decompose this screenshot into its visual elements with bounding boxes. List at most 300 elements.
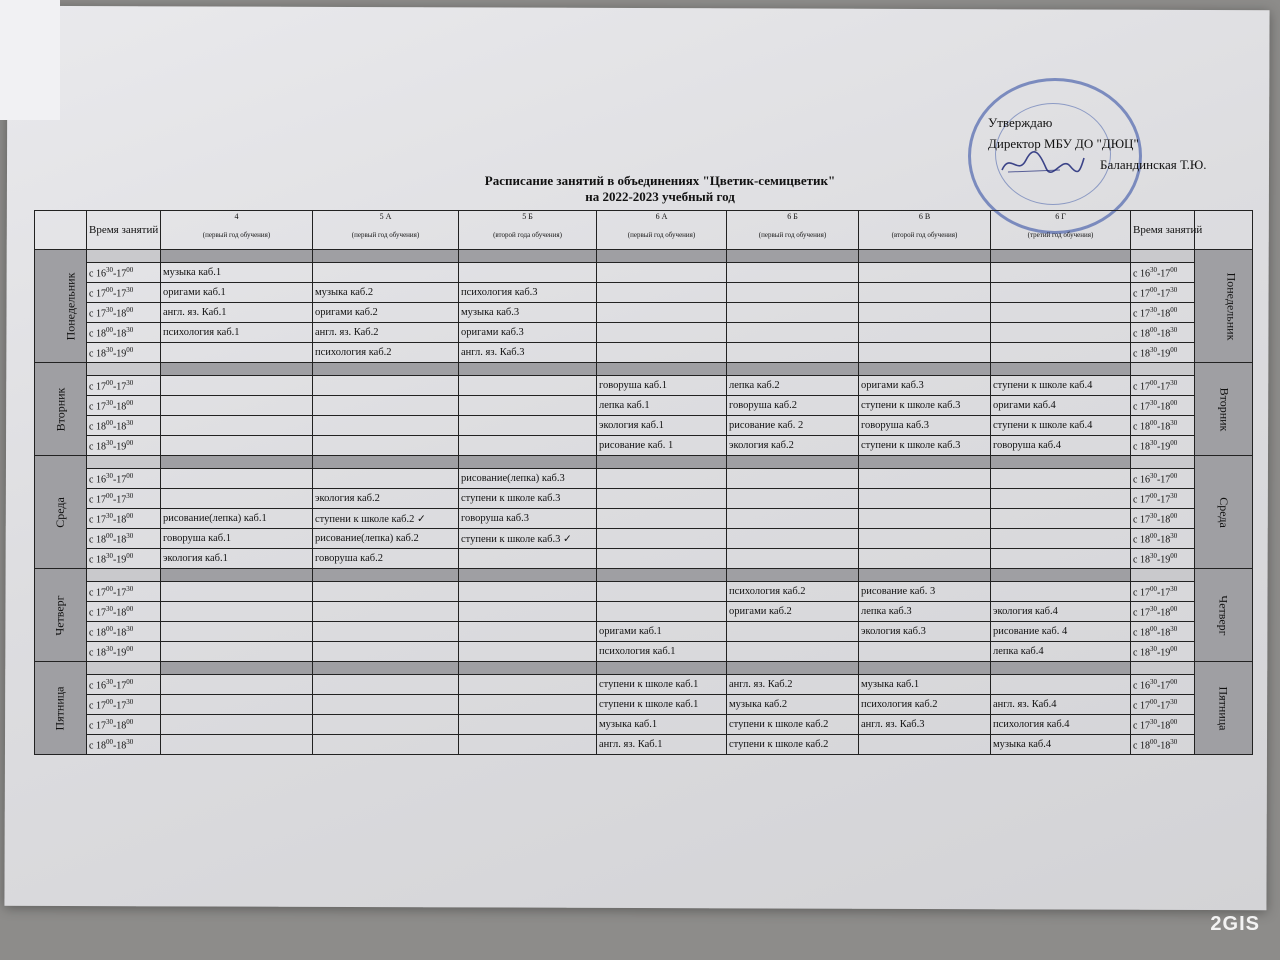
class-cell: оригами каб.1: [597, 622, 727, 642]
class-cell: [991, 283, 1131, 303]
class-cell: [991, 582, 1131, 602]
class-cell: [313, 622, 459, 642]
day-label-left: Четверг: [35, 569, 87, 662]
schedule-row: [35, 489, 1253, 509]
class-cell: [161, 695, 313, 715]
time-cell-right: с $17^{30}-18^{00}$: [1131, 509, 1195, 529]
class-cell: [161, 436, 313, 456]
class-cell: говоруша каб.3: [859, 416, 991, 436]
class-cell: оригами каб.1: [161, 283, 313, 303]
class-cell: [859, 549, 991, 569]
class-cell: говоруша каб.2: [313, 549, 459, 569]
schedule-row: [35, 715, 1253, 735]
schedule-row: [35, 582, 1253, 602]
time-cell-left: с $17^{00}-17^{30}$: [87, 489, 161, 509]
schedule-row: [35, 549, 1253, 569]
class-cell: [597, 602, 727, 622]
approval-label: Утверждаю: [988, 115, 1053, 130]
class-cell: [459, 582, 597, 602]
separator-cell: [597, 569, 727, 582]
title-line-2: на 2022-2023 учебный год: [585, 189, 735, 204]
time-cell-right: с $18^{30}-19^{00}$: [1131, 642, 1195, 662]
class-cell: [727, 529, 859, 549]
class-cell: экология каб.1: [161, 549, 313, 569]
class-cell: [459, 416, 597, 436]
class-cell: [161, 582, 313, 602]
time-cell-right: с $18^{00}-18^{30}$: [1131, 323, 1195, 343]
separator-cell: [727, 662, 859, 675]
separator-cell: [727, 569, 859, 582]
class-cell: [727, 622, 859, 642]
day-separator-row: [35, 569, 1253, 582]
group-header: 5 Б (второй года обучения): [459, 211, 597, 250]
time-cell-right: с $17^{00}-17^{30}$: [1131, 376, 1195, 396]
class-cell: музыка каб.3: [459, 303, 597, 323]
class-cell: [313, 715, 459, 735]
class-cell: оригами каб.3: [859, 376, 991, 396]
class-cell: рисование каб. 4: [991, 622, 1131, 642]
schedule-row: [35, 323, 1253, 343]
time-cell-right: с $16^{30}-17^{00}$: [1131, 675, 1195, 695]
class-cell: [597, 303, 727, 323]
separator-cell: [1131, 250, 1195, 263]
class-cell: рисование каб. 3: [859, 582, 991, 602]
time-cell-left: с $18^{30}-19^{00}$: [87, 436, 161, 456]
class-cell: [859, 469, 991, 489]
time-cell-left: с $18^{30}-19^{00}$: [87, 343, 161, 363]
separator-cell: [313, 363, 459, 376]
time-cell-left: с $17^{30}-18^{00}$: [87, 715, 161, 735]
class-cell: ступени к школе каб.4: [991, 416, 1131, 436]
time-cell-left: с $16^{30}-17^{00}$: [87, 469, 161, 489]
separator-cell: [597, 662, 727, 675]
day-label-right: Пятница: [1195, 662, 1253, 755]
class-cell: [859, 642, 991, 662]
class-cell: [313, 735, 459, 755]
class-cell: психология каб.1: [161, 323, 313, 343]
time-cell-right: с $18^{00}-18^{30}$: [1131, 529, 1195, 549]
schedule-row: [35, 675, 1253, 695]
day-label-right: Среда: [1195, 456, 1253, 569]
class-cell: [597, 283, 727, 303]
time-cell-left: с $18^{00}-18^{30}$: [87, 735, 161, 755]
separator-cell: [859, 363, 991, 376]
class-cell: музыка каб.1: [161, 263, 313, 283]
separator-cell: [859, 250, 991, 263]
separator-cell: [87, 569, 161, 582]
class-cell: психология каб.1: [597, 642, 727, 662]
class-cell: [161, 469, 313, 489]
separator-cell: [597, 250, 727, 263]
time-cell-left: с $18^{00}-18^{30}$: [87, 416, 161, 436]
time-cell-right: с $16^{30}-17^{00}$: [1131, 263, 1195, 283]
time-cell-right: с $18^{00}-18^{30}$: [1131, 622, 1195, 642]
class-cell: [859, 489, 991, 509]
document-title: [380, 173, 940, 205]
class-cell: [727, 642, 859, 662]
class-cell: [727, 303, 859, 323]
class-cell: [991, 675, 1131, 695]
class-cell: [991, 469, 1131, 489]
separator-cell: [459, 250, 597, 263]
director-title: Директор МБУ ДО "ДЮЦ": [988, 136, 1139, 151]
class-cell: [991, 509, 1131, 529]
separator-cell: [161, 662, 313, 675]
class-cell: рисование каб. 2: [727, 416, 859, 436]
time-header-right: Время занятий: [1131, 211, 1195, 250]
class-cell: ступени к школе каб.2: [727, 715, 859, 735]
day-separator-row: [35, 456, 1253, 469]
class-cell: рисование(лепка) каб.2: [313, 529, 459, 549]
approval-block: [988, 112, 1207, 172]
time-cell-left: с $18^{00}-18^{30}$: [87, 622, 161, 642]
schedule-row: [35, 529, 1253, 549]
class-cell: [313, 416, 459, 436]
group-header: 6 А (первый год обучения): [597, 211, 727, 250]
class-cell: оригами каб.3: [459, 323, 597, 343]
separator-cell: [859, 569, 991, 582]
class-cell: говоруша каб.2: [727, 396, 859, 416]
class-cell: [313, 263, 459, 283]
class-cell: англ. яз. Каб.2: [313, 323, 459, 343]
separator-cell: [87, 456, 161, 469]
class-cell: [459, 263, 597, 283]
day-label-right: Вторник: [1195, 363, 1253, 456]
class-cell: рисование каб. 1: [597, 436, 727, 456]
time-cell-left: с $18^{30}-19^{00}$: [87, 549, 161, 569]
schedule-row: [35, 263, 1253, 283]
separator-cell: [87, 250, 161, 263]
day-separator-row: [35, 662, 1253, 675]
class-cell: говоруша каб.1: [597, 376, 727, 396]
class-cell: [459, 622, 597, 642]
schedule-row: [35, 303, 1253, 323]
class-cell: рисование(лепка) каб.1: [161, 509, 313, 529]
class-cell: [991, 343, 1131, 363]
class-cell: экология каб.3: [859, 622, 991, 642]
time-cell-left: с $17^{30}-18^{00}$: [87, 602, 161, 622]
separator-cell: [313, 662, 459, 675]
day-label-right: Понедельник: [1195, 250, 1253, 363]
class-cell: [459, 695, 597, 715]
class-cell: [161, 622, 313, 642]
schedule-row: [35, 735, 1253, 755]
class-cell: [991, 323, 1131, 343]
group-header: 6 Б (первый год обучения): [727, 211, 859, 250]
separator-cell: [459, 569, 597, 582]
class-cell: музыка каб.4: [991, 735, 1131, 755]
class-cell: [597, 263, 727, 283]
class-cell: ступени к школе каб.3 ✓: [459, 529, 597, 549]
class-cell: психология каб.2: [313, 343, 459, 363]
class-cell: оригами каб.4: [991, 396, 1131, 416]
time-cell-left: с $17^{00}-17^{30}$: [87, 283, 161, 303]
class-cell: [727, 283, 859, 303]
day-separator-row: [35, 363, 1253, 376]
class-cell: англ. яз. Каб.3: [459, 343, 597, 363]
class-cell: экология каб.4: [991, 602, 1131, 622]
class-cell: [991, 529, 1131, 549]
class-cell: [313, 396, 459, 416]
class-cell: рисование(лепка) каб.3: [459, 469, 597, 489]
time-cell-left: с $17^{00}-17^{30}$: [87, 695, 161, 715]
class-cell: англ. яз. Каб.3: [859, 715, 991, 735]
separator-cell: [313, 250, 459, 263]
separator-cell: [1131, 456, 1195, 469]
separator-cell: [1131, 662, 1195, 675]
class-cell: [597, 469, 727, 489]
time-cell-left: с $18^{30}-19^{00}$: [87, 642, 161, 662]
separator-cell: [597, 363, 727, 376]
time-cell-left: с $17^{30}-18^{00}$: [87, 396, 161, 416]
class-cell: англ. яз. Каб.2: [727, 675, 859, 695]
separator-cell: [727, 363, 859, 376]
class-cell: [313, 469, 459, 489]
time-cell-right: с $18^{00}-18^{30}$: [1131, 416, 1195, 436]
schedule-row: [35, 602, 1253, 622]
separator-cell: [991, 662, 1131, 675]
separator-cell: [859, 456, 991, 469]
class-cell: ступени к школе каб.1: [597, 695, 727, 715]
class-cell: [313, 436, 459, 456]
separator-cell: [727, 456, 859, 469]
class-cell: музыка каб.1: [597, 715, 727, 735]
class-cell: [597, 509, 727, 529]
class-cell: говоруша каб.3: [459, 509, 597, 529]
class-cell: [459, 376, 597, 396]
separator-cell: [1131, 569, 1195, 582]
time-cell-right: с $17^{00}-17^{30}$: [1131, 283, 1195, 303]
class-cell: [161, 675, 313, 695]
time-cell-right: с $17^{30}-18^{00}$: [1131, 396, 1195, 416]
class-cell: [313, 582, 459, 602]
class-cell: психология каб.3: [459, 283, 597, 303]
class-cell: [161, 376, 313, 396]
class-cell: [727, 343, 859, 363]
schedule-row: [35, 343, 1253, 363]
class-cell: [313, 642, 459, 662]
class-cell: музыка каб.2: [313, 283, 459, 303]
schedule-row: [35, 509, 1253, 529]
class-cell: лепка каб.3: [859, 602, 991, 622]
class-cell: [859, 283, 991, 303]
class-cell: [727, 323, 859, 343]
class-cell: [161, 343, 313, 363]
separator-cell: [859, 662, 991, 675]
class-cell: [991, 549, 1131, 569]
day-label-left: Вторник: [35, 363, 87, 456]
class-cell: [859, 509, 991, 529]
class-cell: [859, 529, 991, 549]
schedule-row: [35, 622, 1253, 642]
time-cell-right: с $17^{00}-17^{30}$: [1131, 489, 1195, 509]
separator-cell: [161, 569, 313, 582]
time-cell-left: с $18^{00}-18^{30}$: [87, 529, 161, 549]
schedule-row: [35, 376, 1253, 396]
class-cell: экология каб.2: [313, 489, 459, 509]
time-cell-right: с $18^{30}-19^{00}$: [1131, 549, 1195, 569]
separator-cell: [597, 456, 727, 469]
separator-cell: [161, 250, 313, 263]
class-cell: [459, 436, 597, 456]
schedule-row: [35, 469, 1253, 489]
signature-image: [1000, 150, 1086, 178]
class-cell: [161, 489, 313, 509]
signer-name: Баландинская Т.Ю.: [1100, 157, 1207, 172]
class-cell: [597, 489, 727, 509]
class-cell: говоруша каб.4: [991, 436, 1131, 456]
time-cell-right: с $16^{30}-17^{00}$: [1131, 469, 1195, 489]
class-cell: психология каб.2: [859, 695, 991, 715]
schedule-row: [35, 396, 1253, 416]
class-cell: [597, 582, 727, 602]
time-header-left: Время занятий: [87, 211, 161, 250]
group-header: 5 А (первый год обучения): [313, 211, 459, 250]
time-cell-left: с $17^{30}-18^{00}$: [87, 509, 161, 529]
class-cell: [859, 735, 991, 755]
class-cell: ступени к школе каб.3: [859, 396, 991, 416]
class-cell: [313, 695, 459, 715]
class-cell: англ. яз. Каб.1: [597, 735, 727, 755]
class-cell: ступени к школе каб.3: [859, 436, 991, 456]
time-cell-left: с $18^{00}-18^{30}$: [87, 323, 161, 343]
class-cell: [313, 675, 459, 695]
schedule-row: [35, 416, 1253, 436]
time-cell-right: с $17^{00}-17^{30}$: [1131, 582, 1195, 602]
separator-cell: [991, 363, 1131, 376]
separator-cell: [459, 363, 597, 376]
class-cell: оригами каб.2: [313, 303, 459, 323]
time-cell-right: с $18^{00}-18^{30}$: [1131, 735, 1195, 755]
title-line-1: Расписание занятий в объединениях "Цветик-семицветик": [484, 173, 836, 188]
time-cell-left: с $17^{00}-17^{30}$: [87, 582, 161, 602]
paper-corner: [0, 0, 60, 120]
corner-cell: [1195, 211, 1253, 250]
schedule-row: [35, 642, 1253, 662]
class-cell: говоруша каб.1: [161, 529, 313, 549]
schedule-table: [34, 210, 1253, 755]
group-header: 6 Г (третий год обучения): [991, 211, 1131, 250]
class-cell: лепка каб.2: [727, 376, 859, 396]
separator-cell: [991, 250, 1131, 263]
class-cell: [727, 549, 859, 569]
class-cell: [459, 602, 597, 622]
separator-cell: [87, 363, 161, 376]
separator-cell: [459, 456, 597, 469]
class-cell: [597, 529, 727, 549]
class-cell: [161, 735, 313, 755]
time-cell-right: с $18^{30}-19^{00}$: [1131, 436, 1195, 456]
separator-cell: [991, 456, 1131, 469]
class-cell: [459, 642, 597, 662]
class-cell: ступени к школе каб.1: [597, 675, 727, 695]
class-cell: ступени к школе каб.3: [459, 489, 597, 509]
time-cell-right: с $18^{30}-19^{00}$: [1131, 343, 1195, 363]
time-cell-left: с $17^{30}-18^{00}$: [87, 303, 161, 323]
class-cell: музыка каб.2: [727, 695, 859, 715]
class-cell: [459, 549, 597, 569]
class-cell: [161, 602, 313, 622]
class-cell: лепка каб.1: [597, 396, 727, 416]
class-cell: [727, 489, 859, 509]
separator-cell: [459, 662, 597, 675]
corner-cell: [35, 211, 87, 250]
schedule-row: [35, 695, 1253, 715]
class-cell: [859, 343, 991, 363]
day-separator-row: [35, 250, 1253, 263]
class-cell: лепка каб.4: [991, 642, 1131, 662]
2gis-watermark: 2GIS: [1210, 913, 1260, 935]
class-cell: [597, 549, 727, 569]
class-cell: [161, 715, 313, 735]
class-cell: [991, 263, 1131, 283]
class-cell: музыка каб.1: [859, 675, 991, 695]
class-cell: англ. яз. Каб.1: [161, 303, 313, 323]
schedule-row: [35, 436, 1253, 456]
group-header: 6 В (второй год обучения): [859, 211, 991, 250]
separator-cell: [161, 363, 313, 376]
class-cell: [727, 509, 859, 529]
class-cell: англ. яз. Каб.4: [991, 695, 1131, 715]
time-cell-right: с $17^{30}-18^{00}$: [1131, 715, 1195, 735]
class-cell: [727, 263, 859, 283]
class-cell: [727, 469, 859, 489]
day-label-right: Четверг: [1195, 569, 1253, 662]
class-cell: [991, 489, 1131, 509]
separator-cell: [161, 456, 313, 469]
class-cell: психология каб.4: [991, 715, 1131, 735]
time-cell-left: с $16^{30}-17^{00}$: [87, 675, 161, 695]
class-cell: ступени к школе каб.2 ✓: [313, 509, 459, 529]
class-cell: [459, 396, 597, 416]
class-cell: [459, 735, 597, 755]
separator-cell: [991, 569, 1131, 582]
class-cell: [161, 642, 313, 662]
class-cell: [859, 323, 991, 343]
group-header: 4 (первый год обучения): [161, 211, 313, 250]
time-cell-left: с $16^{30}-17^{00}$: [87, 263, 161, 283]
header-row: [35, 211, 1253, 250]
separator-cell: [1131, 363, 1195, 376]
class-cell: [991, 303, 1131, 323]
time-cell-left: с $17^{00}-17^{30}$: [87, 376, 161, 396]
separator-cell: [87, 662, 161, 675]
class-cell: [597, 323, 727, 343]
day-label-left: Среда: [35, 456, 87, 569]
class-cell: психология каб.2: [727, 582, 859, 602]
class-cell: ступени к школе каб.4: [991, 376, 1131, 396]
class-cell: [859, 263, 991, 283]
class-cell: [161, 416, 313, 436]
class-cell: [161, 396, 313, 416]
time-cell-right: с $17^{00}-17^{30}$: [1131, 695, 1195, 715]
class-cell: экология каб.1: [597, 416, 727, 436]
day-label-left: Пятница: [35, 662, 87, 755]
separator-cell: [313, 456, 459, 469]
separator-cell: [313, 569, 459, 582]
separator-cell: [727, 250, 859, 263]
class-cell: [459, 715, 597, 735]
class-cell: оригами каб.2: [727, 602, 859, 622]
day-label-left: Понедельник: [35, 250, 87, 363]
class-cell: [459, 675, 597, 695]
class-cell: ступени к школе каб.2: [727, 735, 859, 755]
schedule-row: [35, 283, 1253, 303]
class-cell: [859, 303, 991, 323]
time-cell-right: с $17^{30}-18^{00}$: [1131, 303, 1195, 323]
time-cell-right: с $17^{30}-18^{00}$: [1131, 602, 1195, 622]
class-cell: экология каб.2: [727, 436, 859, 456]
